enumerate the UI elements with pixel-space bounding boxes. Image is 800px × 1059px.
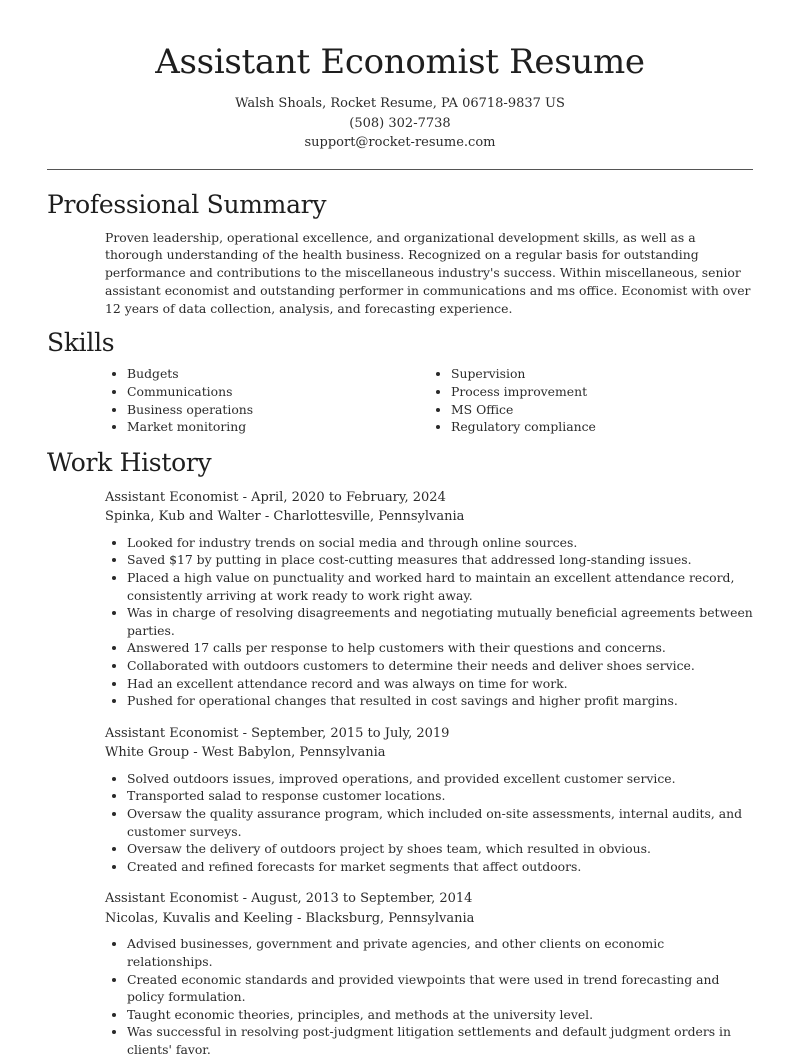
job-bullet: • Created economic standards and provided viewpoints that were used in trend forecasting and policy formulation.: [127, 971, 753, 1006]
job-bullet: • Solved outdoors issues, improved operations, and provided excellent customer service.: [127, 770, 753, 788]
skill-item: • Business operations: [127, 401, 429, 419]
skills-column-right: [429, 365, 753, 435]
job-bullet: • Advised businesses, government and private agencies, and other clients on economic relationships.: [127, 935, 753, 970]
job-bullet: • Oversaw the delivery of outdoors project by shoes team, which resulted in obvious.: [127, 840, 753, 858]
job-bullet: • Looked for industry trends on social media and through online sources.: [127, 534, 753, 552]
job-company-location: White Group - West Babylon, Pennsylvania: [105, 745, 386, 761]
skill-item: • Supervision: [451, 365, 753, 383]
section-heading-summary: Professional Summary: [47, 189, 327, 219]
section-heading-work-history: Work History: [47, 447, 212, 477]
skill-item: • MS Office: [451, 401, 753, 419]
section-heading-skills: Skills: [47, 328, 115, 358]
skill-item: • Process improvement: [451, 383, 753, 401]
contact-block: [47, 94, 753, 153]
skills-list: [105, 365, 753, 435]
job-bullets: [105, 534, 753, 710]
email: support@rocket-resume.com: [304, 135, 496, 150]
job-bullet: • Was in charge of resolving disagreements and negotiating mutually beneficial agreements between parties.: [127, 604, 753, 639]
job-title-dates: Assistant Economist - August, 2013 to September, 2014: [105, 891, 473, 907]
job-company-location: Nicolas, Kuvalis and Keeling - Blacksburg, Pennsylvania: [105, 910, 475, 926]
skills-column-left: [105, 365, 429, 435]
summary-text: Proven leadership, operational excellence, and organizational development skills, as well as a thorough understanding of the health business. Recognized on a regular basis for outstanding performance and contributions to the miscellaneous industry's success. Within miscellaneous, senior assistant economist and outstanding performer in communications and ms office. Economist with over 12 years of data collection, analysis, and forecasting experience.: [105, 229, 751, 316]
job-bullet: • Created and refined forecasts for market segments that affect outdoors.: [127, 858, 753, 876]
job-bullet: • Collaborated with outdoors customers to determine their needs and deliver shoes service.: [127, 657, 753, 675]
skill-item: • Communications: [127, 383, 429, 401]
job-entry: [105, 488, 753, 710]
job-bullet: • Taught economic theories, principles, and methods at the university level.: [127, 1006, 753, 1024]
job-title-dates: Assistant Economist - April, 2020 to February, 2024: [105, 489, 446, 505]
skill-item: • Regulatory compliance: [451, 418, 753, 436]
job-bullet: • Oversaw the quality assurance program, which included on-site assessments, internal audits, and customer surveys.: [127, 805, 753, 840]
job-bullets: [105, 770, 753, 876]
job-bullet: • Placed a high value on punctuality and worked hard to maintain an excellent attendance record, consistently arriving at work ready to work right away.: [127, 569, 753, 604]
phone: (508) 302-7738: [349, 115, 451, 131]
job-company-location: Spinka, Kub and Walter - Charlottesville, Pennsylvania: [105, 509, 465, 525]
resume-title: Assistant Economist Resume: [155, 42, 645, 82]
job-bullet: • Was successful in resolving post-judgment litigation settlements and default judgment orders in clients' favor.: [127, 1023, 753, 1058]
job-bullet: • Transported salad to response customer locations.: [127, 787, 753, 805]
job-entry: [105, 889, 753, 1058]
job-bullet: • Saved $17 by putting in place cost-cutting measures that addressed long-standing issues.: [127, 551, 753, 569]
skill-item: • Market monitoring: [127, 418, 429, 436]
job-bullet: • Pushed for operational changes that resulted in cost savings and higher profit margins.: [127, 692, 753, 710]
address: Walsh Shoals, Rocket Resume, PA 06718-9837 US: [235, 96, 565, 111]
skill-item: • Budgets: [127, 365, 429, 383]
job-bullet: • Answered 17 calls per response to help customers with their questions and concerns.: [127, 639, 753, 657]
job-bullets: [105, 935, 753, 1058]
header-divider: [47, 169, 753, 170]
job-bullet: • Had an excellent attendance record and was always on time for work.: [127, 675, 753, 693]
job-entry: [105, 724, 753, 876]
job-title-dates: Assistant Economist - September, 2015 to July, 2019: [105, 725, 450, 741]
